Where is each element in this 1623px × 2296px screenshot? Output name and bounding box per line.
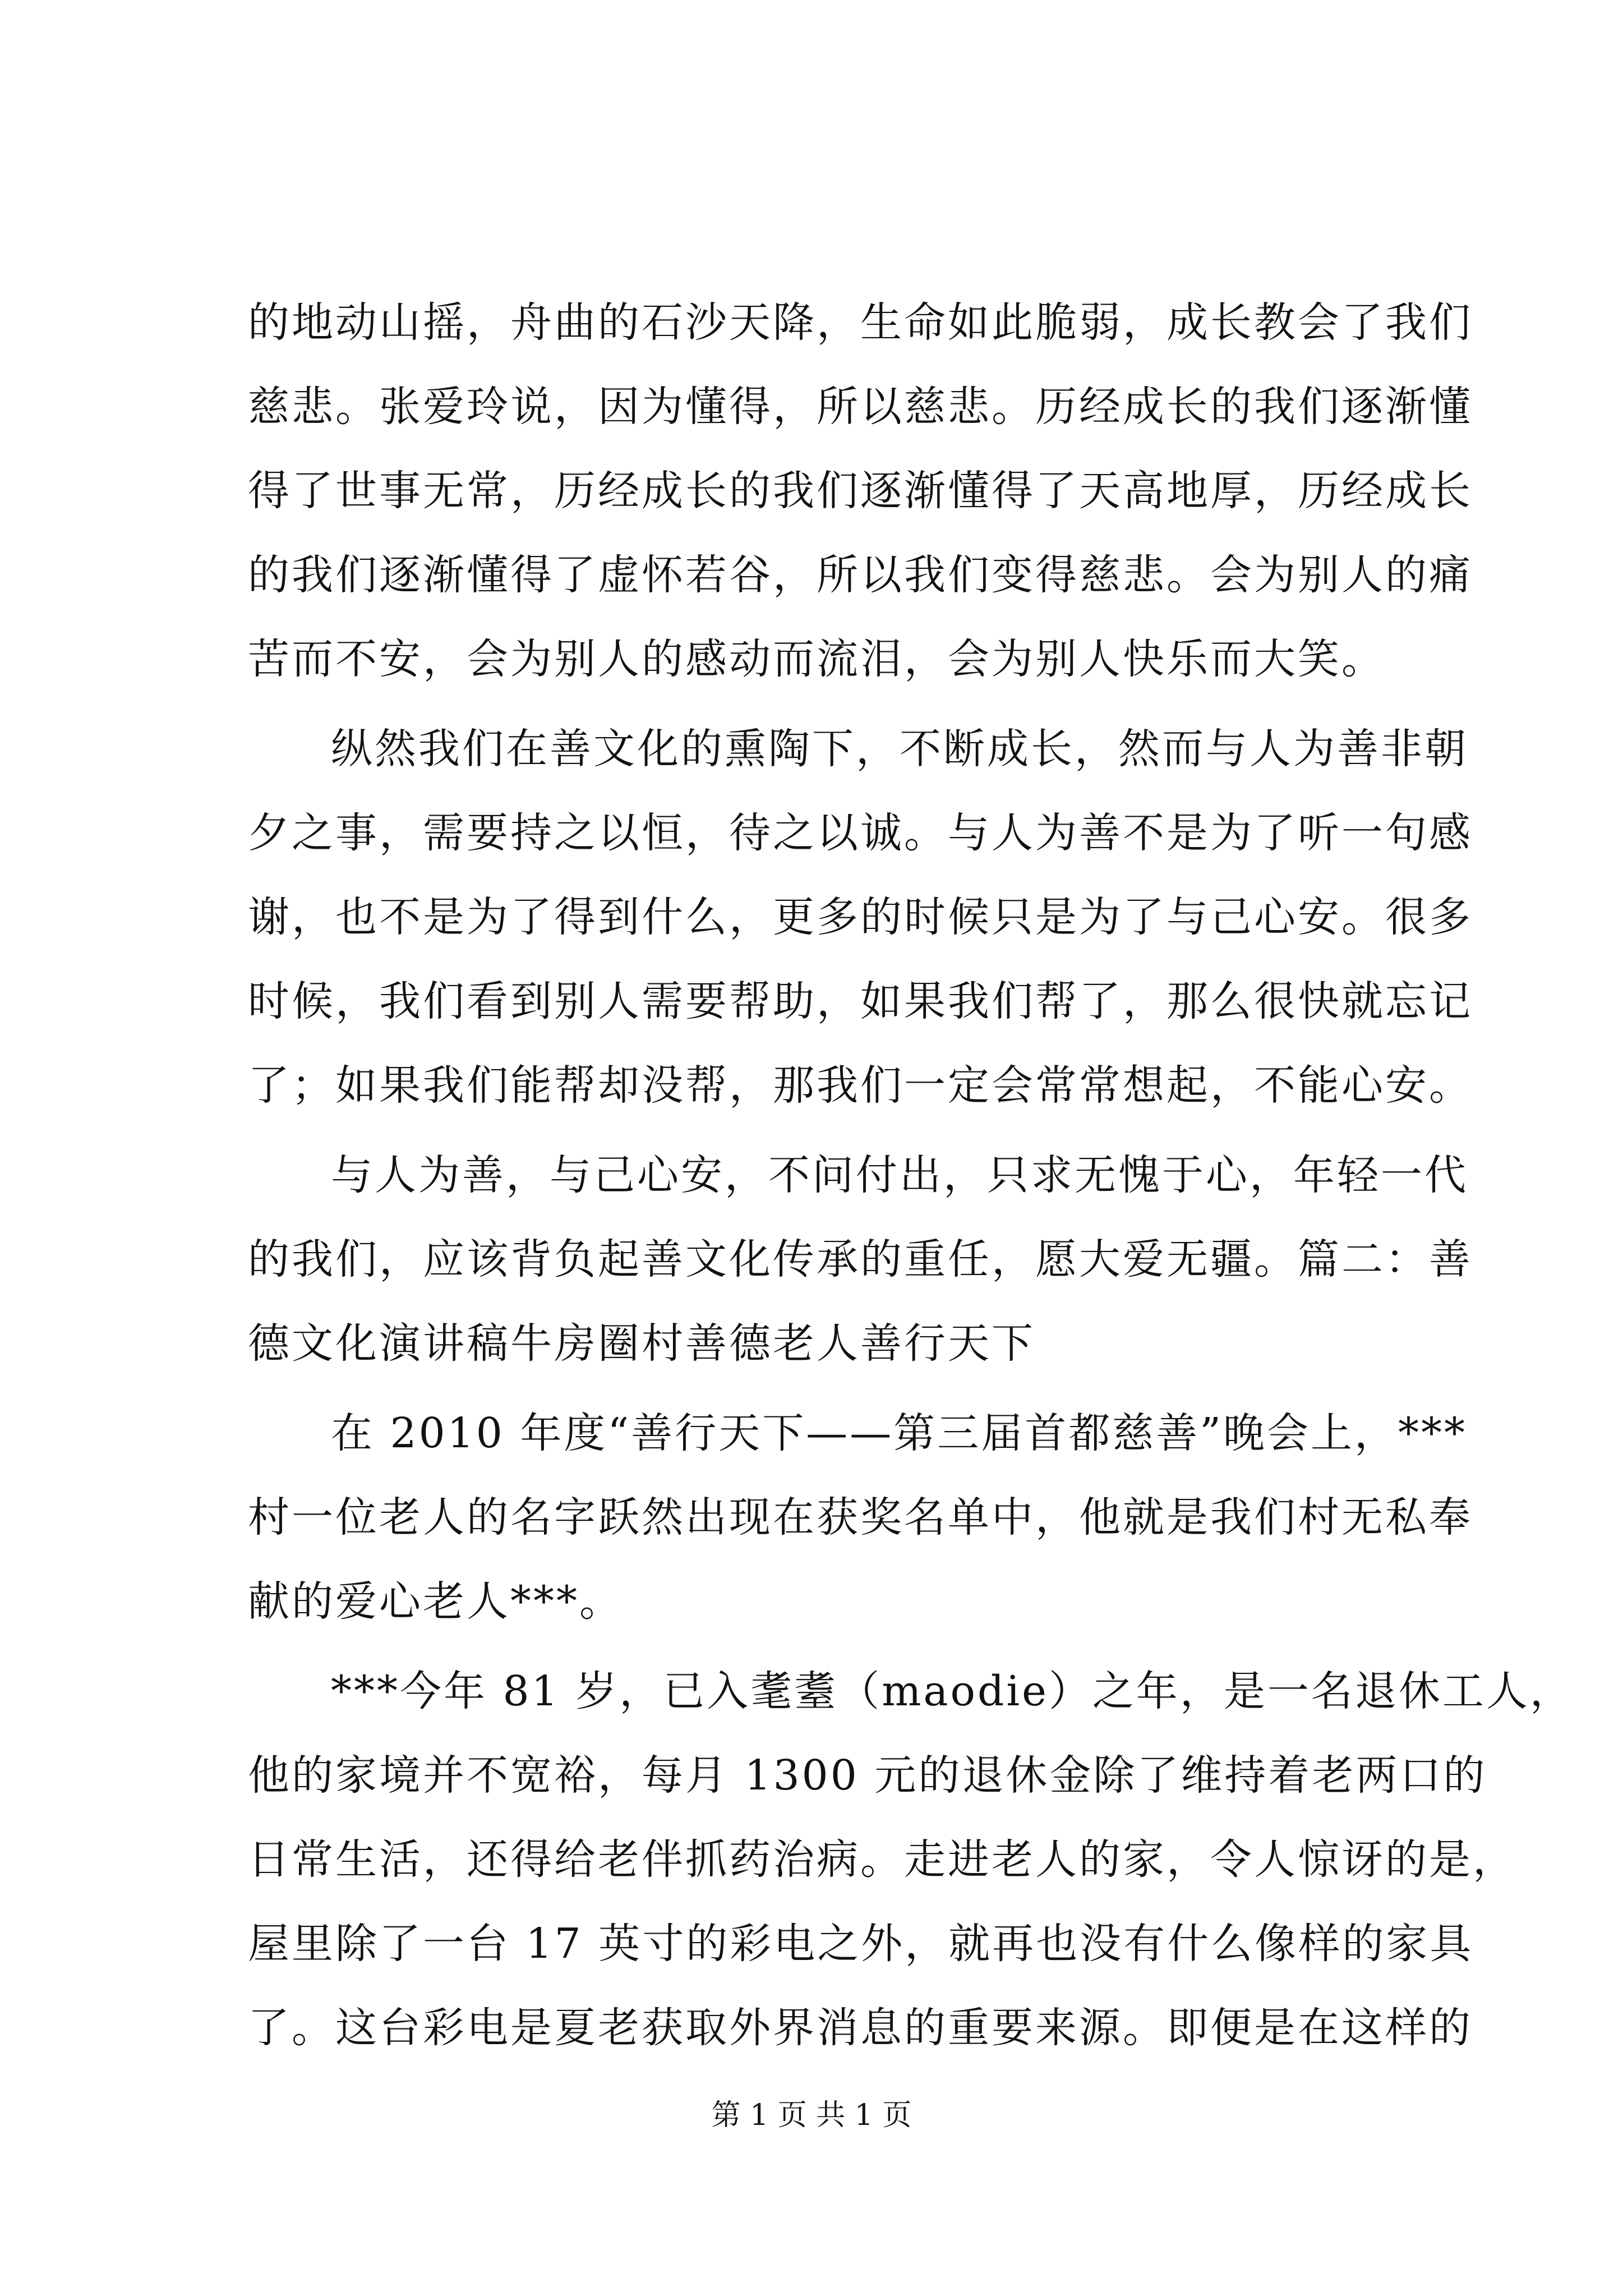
- text-line-12: 的我们，应该背负起善文化传承的重任，愿大爱无疆。篇二：善: [248, 1235, 1473, 1283]
- text-line-3: 得了世事无常，历经成长的我们逐渐懂得了天高地厚，历经成长: [248, 467, 1473, 515]
- text-line-4: 的我们逐渐懂得了虚怀若谷，所以我们变得慈悲。会为别人的痛: [248, 551, 1473, 599]
- text-line-5: 苦而不安，会为别人的感动而流泪，会为别人快乐而大笑。: [248, 635, 1385, 683]
- page-footer: 第 1 页 共 1 页: [711, 2099, 912, 2132]
- text-line-13: 德文化演讲稿牛房圈村善德老人善行天下: [248, 1319, 1035, 1368]
- text-line-21: 了。这台彩电是夏老获取外界消息的重要来源。即便是在这样的: [248, 2004, 1473, 2052]
- text-line-8: 谢，也不是为了得到什么，更多的时候只是为了与己心安。很多: [248, 893, 1473, 941]
- text-line-14: 在 2010 年度“善行天下——第三届首都慈善”晚会上，***: [331, 1409, 1468, 1457]
- text-line-10: 了；如果我们能帮却没帮，那我们一定会常常想起，不能心安。: [248, 1061, 1473, 1110]
- text-line-17: ***今年 81 岁，已入耄耋（maodie）之年，是一名退休工人，: [331, 1667, 1574, 1715]
- text-line-6: 纵然我们在善文化的熏陶下，不断成长，然而与人为善非朝: [331, 725, 1468, 773]
- text-line-9: 时候，我们看到别人需要帮助，如果我们帮了，那么很快就忘记: [248, 977, 1473, 1025]
- text-line-20: 屋里除了一台 17 英寸的彩电之外，就再也没有什么像样的家具: [248, 1920, 1474, 1968]
- text-line-11: 与人为善，与己心安，不问付出，只求无愧于心，年轻一代: [331, 1151, 1468, 1199]
- text-line-1: 的地动山摇，舟曲的石沙天降，生命如此脆弱，成长教会了我们: [248, 298, 1473, 347]
- text-line-2: 慈悲。张爱玲说，因为懂得，所以慈悲。历经成长的我们逐渐懂: [248, 383, 1473, 431]
- text-line-18: 他的家境并不宽裕，每月 1300 元的退休金除了维持着老两口的: [248, 1751, 1487, 1800]
- text-line-19: 日常生活，还得给老伴抓药治病。走进老人的家，令人惊讶的是，: [248, 1835, 1516, 1884]
- text-line-7: 夕之事，需要持之以恒，待之以诚。与人为善不是为了听一句感: [248, 809, 1473, 857]
- text-line-16: 献的爱心老人***。: [248, 1577, 623, 1626]
- text-line-15: 村一位老人的名字跃然出现在获奖名单中，他就是我们村无私奉: [248, 1493, 1473, 1542]
